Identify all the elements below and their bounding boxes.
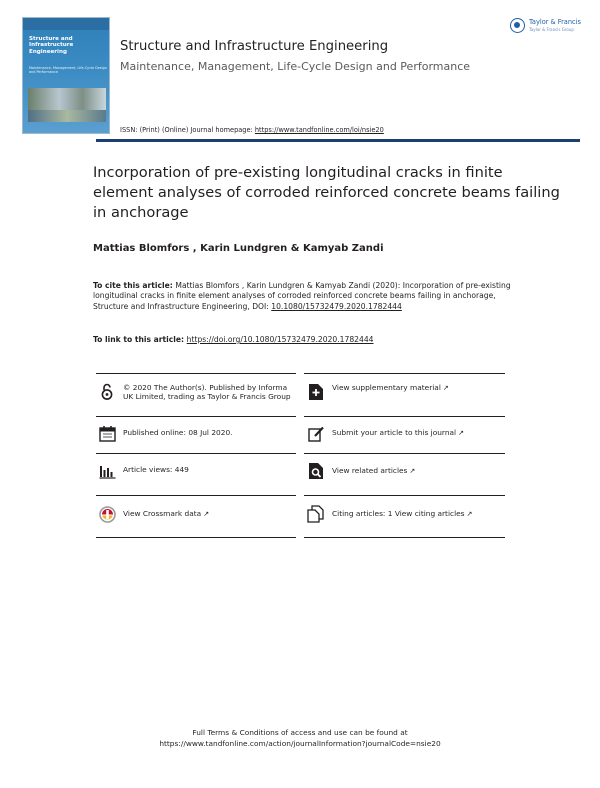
article-authors: Mattias Blomfors , Karin Lundgren & Kamyab Zandi: [93, 243, 384, 254]
grid-rule: [304, 537, 505, 538]
grid-rule: [96, 453, 296, 454]
crossmark-link[interactable]: [98, 505, 298, 523]
issn-line: [120, 126, 384, 134]
external-link-icon: ↗: [466, 510, 473, 518]
tf-logo-icon: [510, 18, 525, 33]
open-access-icon: [98, 383, 116, 401]
cover-photo-strip: [28, 110, 106, 122]
taylor-francis-logo: [510, 17, 585, 39]
crossmark-label: View Crossmark data ↗: [123, 509, 210, 518]
grid-rule: [96, 373, 296, 374]
article-link-line: [93, 335, 373, 344]
external-link-icon: ↗: [203, 510, 210, 518]
footer-url[interactable]: https://www.tandfonline.com/action/journalInformation?journalCode=nsie20: [159, 739, 441, 748]
submit-label: Submit your article to this journal ↗: [332, 428, 464, 437]
open-access-text: © 2020 The Author(s). Published by Informa UK Limited, trading as Taylor & Francis Group: [123, 383, 291, 402]
footer-terms: Full Terms & Conditions of access and use can be found at: [192, 728, 408, 737]
link-label: To link to this article:: [93, 335, 187, 344]
grid-rule: [304, 373, 505, 374]
header-divider: [96, 139, 580, 142]
external-link-icon: ↗: [458, 429, 464, 437]
grid-rule: [96, 416, 296, 417]
calendar-icon: [98, 424, 116, 442]
grid-rule: [304, 416, 505, 417]
citing-label: Citing articles: 1 View citing articles ↗: [332, 509, 473, 518]
cover-band: [23, 18, 109, 30]
add-document-icon: [307, 383, 325, 401]
grid-rule: [304, 453, 505, 454]
open-access-notice: [98, 383, 298, 401]
grid-rule: [96, 495, 296, 496]
journal-title: Structure and Infrastructure Engineering: [120, 39, 389, 54]
journal-cover: [22, 17, 110, 134]
article-views: [98, 462, 298, 480]
submit-article-link[interactable]: [307, 424, 507, 442]
journal-homepage-link[interactable]: https://www.tandfonline.com/loi/nsie20: [254, 126, 384, 134]
crossmark-icon: [98, 505, 116, 523]
cover-title: Structure and Infrastructure Engineering: [29, 36, 74, 55]
citation-block: [93, 281, 513, 312]
tf-logo-tagline: Taylor & Francis Group: [529, 27, 574, 32]
citing-documents-icon: [307, 505, 325, 523]
cite-doi-link[interactable]: 10.1080/15732479.2020.1782444: [271, 301, 402, 311]
supplementary-material-link[interactable]: [307, 383, 507, 401]
external-link-icon: ↗: [409, 467, 416, 475]
grid-rule: [304, 495, 505, 496]
cover-subtitle: Maintenance, Management, Life-Cycle Design and Performance: [29, 66, 107, 74]
bar-chart-icon: [98, 462, 116, 480]
footer: [0, 727, 600, 749]
article-doi-link[interactable]: https://doi.org/10.1080/15732479.2020.1782444: [186, 335, 374, 344]
citing-articles-link[interactable]: [307, 505, 507, 523]
journal-subtitle: Maintenance, Management, Life-Cycle Design and Performance: [120, 60, 471, 73]
related-label: View related articles ↗: [332, 466, 416, 475]
article-title: Incorporation of pre-existing longitudinal cracks in finite element analyses of corroded reinforced concrete beams failing in anchorage: [93, 164, 560, 221]
external-link-icon: ↗: [442, 384, 449, 392]
views-text: Article views: 449: [123, 465, 189, 474]
related-articles-link[interactable]: [307, 462, 507, 480]
issn-prefix: ISSN: (Print) (Online) Journal homepage:: [120, 126, 255, 134]
supplementary-label: View supplementary material ↗: [332, 383, 449, 392]
search-document-icon: [307, 462, 325, 480]
tf-logo-name: Taylor & Francis: [529, 18, 581, 26]
published-text: Published online: 08 Jul 2020.: [123, 428, 233, 437]
published-online: [98, 424, 298, 442]
cite-label: To cite this article:: [93, 281, 176, 290]
cite-text: Mattias Blomfors , Karin Lundgren & Kamyab Zandi (2020): Incorporation of pre-existing longitudinal cracks in finite element analyses of corroded reinforced concrete beams failing in anchorage, Structure and Infrastructure Engineering, DOI:: [93, 281, 511, 311]
grid-rule: [96, 537, 296, 538]
edit-icon: [307, 424, 325, 442]
